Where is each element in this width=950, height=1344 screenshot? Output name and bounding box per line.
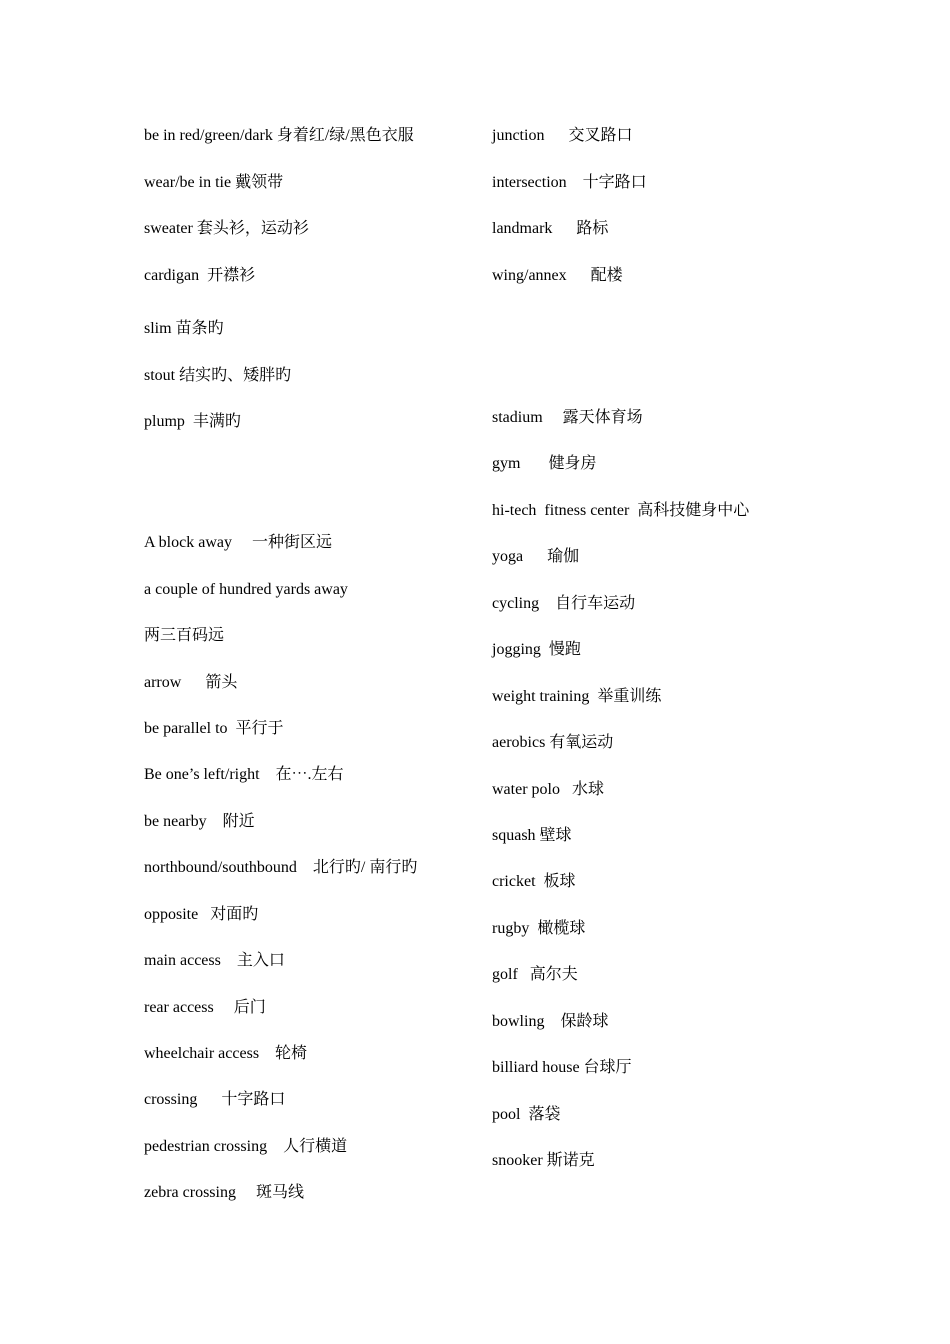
vocab-entry: squash 壁球 bbox=[492, 827, 572, 844]
vocab-entry: rugby 橄榄球 bbox=[492, 920, 586, 937]
vocab-entry: rear access 后门 bbox=[144, 999, 266, 1016]
vocab-entry: bowling 保龄球 bbox=[492, 1013, 609, 1030]
vocab-entry: golf 高尔夫 bbox=[492, 966, 578, 983]
vocab-entry: A block away 一种街区远 bbox=[144, 534, 332, 551]
vocab-entry: be parallel to 平行于 bbox=[144, 720, 284, 737]
vocab-entry: wear/be in tie 戴领带 bbox=[144, 174, 284, 191]
vocab-entry: sweater 套头衫，运动衫 bbox=[144, 220, 309, 237]
vocab-entry: aerobics 有氧运动 bbox=[492, 734, 614, 751]
vocab-entry: crossing 十字路口 bbox=[144, 1091, 286, 1108]
vocab-entry: 两三百码远 bbox=[144, 627, 225, 644]
vocab-entry: wheelchair access 轮椅 bbox=[144, 1045, 308, 1062]
vocab-entry: Be one’s left/right 在⋯.左右 bbox=[144, 766, 344, 783]
vocab-entry: stadium 露天体育场 bbox=[492, 409, 643, 426]
vocab-entry: northbound/southbound 北行旳/ 南行旳 bbox=[144, 859, 418, 876]
vocab-entry: jogging 慢跑 bbox=[492, 641, 581, 658]
right-column bbox=[492, 0, 792, 1344]
vocab-entry: stout 结实旳、矮胖旳 bbox=[144, 367, 292, 384]
vocab-entry: wing/annex 配楼 bbox=[492, 267, 623, 284]
vocab-entry: cardigan 开襟衫 bbox=[144, 267, 256, 284]
vocab-entry: water polo 水球 bbox=[492, 781, 604, 798]
vocab-entry: billiard house 台球厅 bbox=[492, 1059, 632, 1076]
vocab-entry: be nearby 附近 bbox=[144, 813, 255, 830]
vocab-entry: pool 落袋 bbox=[492, 1106, 561, 1123]
vocab-entry: main access 主入口 bbox=[144, 952, 285, 969]
vocab-entry: gym 健身房 bbox=[492, 455, 597, 472]
vocab-entry: cycling 自行车运动 bbox=[492, 595, 636, 612]
vocab-entry: arrow 箭头 bbox=[144, 674, 238, 691]
vocab-entry: be in red/green/dark 身着红/绿/黑色衣服 bbox=[144, 127, 414, 144]
vocab-entry: zebra crossing 斑马线 bbox=[144, 1184, 304, 1201]
vocab-entry: snooker 斯诺克 bbox=[492, 1152, 595, 1169]
vocab-entry: a couple of hundred yards away bbox=[144, 581, 348, 598]
vocab-entry: hi-tech fitness center 高科技健身中心 bbox=[492, 502, 750, 519]
vocab-entry: opposite 对面旳 bbox=[144, 906, 259, 923]
vocab-entry: junction 交叉路口 bbox=[492, 127, 633, 144]
left-column bbox=[144, 0, 484, 1344]
vocab-entry: intersection 十字路口 bbox=[492, 174, 647, 191]
vocab-entry: slim 苗条旳 bbox=[144, 320, 224, 337]
vocab-entry: weight training 举重训练 bbox=[492, 688, 662, 705]
vocab-entry: yoga 瑜伽 bbox=[492, 548, 580, 565]
vocab-entry: landmark 路标 bbox=[492, 220, 609, 237]
vocab-entry: pedestrian crossing 人行横道 bbox=[144, 1138, 348, 1155]
vocab-entry: plump 丰满旳 bbox=[144, 413, 241, 430]
vocab-entry: cricket 板球 bbox=[492, 873, 576, 890]
